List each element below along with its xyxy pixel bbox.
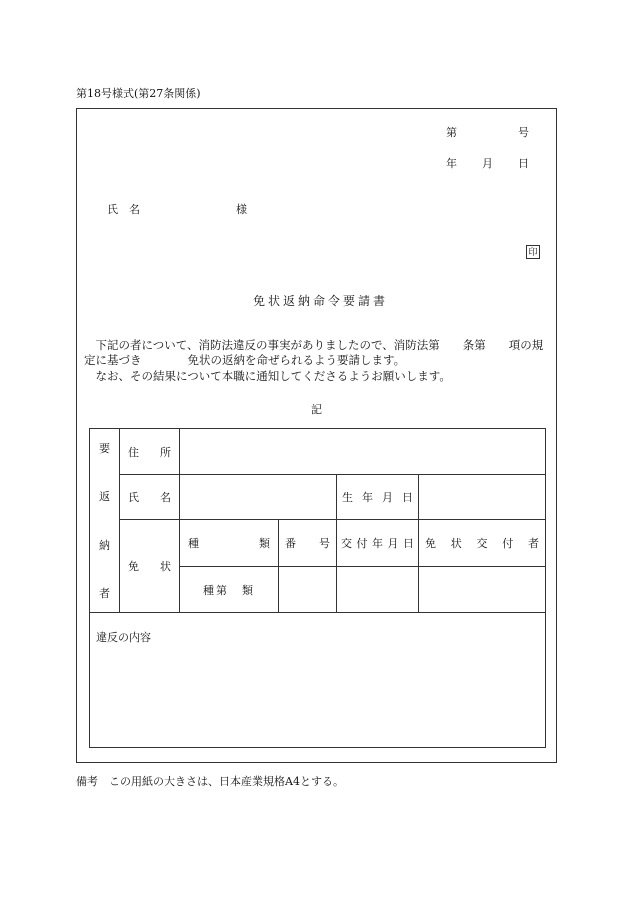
issuer-header-2: 状: [450, 537, 462, 550]
birth-label-cell: [337, 475, 419, 520]
number-value-cell: [279, 567, 337, 613]
issuer-header-cell: [419, 520, 546, 567]
birth-label-4: 日: [402, 491, 413, 504]
form-number-header: 第18号様式(第27条関係): [76, 87, 201, 100]
number-dai: 第: [446, 126, 457, 139]
license-label-1: 免: [128, 560, 139, 573]
vlabel-hen: 返: [99, 490, 110, 504]
kind-header-cell: [180, 520, 279, 567]
birth-value-cell: [419, 475, 546, 520]
issuer-header-5: 者: [528, 537, 539, 550]
issuer-header-3: 交: [476, 537, 488, 550]
date-year: 年: [446, 157, 457, 170]
birth-label-3: 月: [382, 491, 393, 504]
issue-date-header-1: 交: [341, 537, 352, 550]
violation-label: 違反の内容: [96, 631, 151, 644]
issuer-header-4: 付: [502, 537, 514, 550]
license-label-cell: [120, 520, 180, 613]
issue-date-header-5: 日: [403, 537, 414, 550]
vlabel-sha: 者: [99, 587, 110, 601]
birth-label-1: 生: [342, 491, 353, 504]
issue-date-value-cell: [337, 567, 419, 613]
issuer-value-cell: [419, 567, 546, 613]
address-label-2: 所: [160, 445, 171, 459]
number-go: 号: [518, 126, 529, 139]
seal-mark: 印: [526, 245, 540, 259]
body-line-1: 下記の者について、消防法違反の事実がありましたので、消防法第 条第 項の規: [84, 338, 544, 352]
body-line-2: 定に基づき 免状の返納を命ぜられるよう要請します。: [84, 353, 406, 367]
name-label-2: 名: [160, 491, 171, 504]
kind-header-1: 種: [188, 537, 199, 550]
date-day: 日: [518, 157, 529, 170]
name-label-cell: [120, 475, 180, 520]
footnote: 備考 この用紙の大きさは、日本産業規格A4とする。: [76, 775, 344, 788]
violation-content-cell: [90, 613, 546, 748]
number-header-1: 番: [285, 537, 296, 550]
name-label-1: 氏: [128, 491, 139, 504]
date-month: 月: [482, 157, 493, 170]
issue-date-header-3: 年: [372, 537, 383, 550]
issue-date-header-cell: [337, 520, 419, 567]
address-label-1: 住: [128, 445, 139, 459]
document-title: 免状返納命令要請書: [253, 294, 389, 308]
address-label-cell: [120, 429, 180, 475]
number-header-2: 号: [319, 537, 330, 550]
kind-header-2: 類: [259, 537, 270, 550]
body-line-3: なお、その結果について本職に通知してくださるようお願いします。: [84, 369, 451, 383]
issue-date-header-4: 月: [387, 537, 399, 550]
birth-label-2: 年: [362, 491, 373, 504]
addressee-mei: 名: [129, 203, 140, 216]
kind-value: 種第 類: [203, 583, 255, 597]
addressee-sama: 様: [236, 203, 247, 216]
address-value-cell: [180, 429, 546, 475]
name-value-cell: [180, 475, 337, 520]
ki-heading: 記: [311, 403, 322, 416]
vlabel-you: 要: [99, 441, 110, 455]
vertical-label-cell: [90, 429, 120, 613]
request-table: [89, 428, 546, 748]
license-label-2: 状: [160, 560, 171, 573]
issue-date-header-2: 付: [356, 537, 368, 550]
addressee-shi: 氏: [107, 203, 118, 216]
kind-value-cell: [180, 567, 279, 613]
number-header-cell: [279, 520, 337, 567]
issuer-header-1: 免: [425, 537, 436, 550]
vlabel-nou: 納: [99, 538, 110, 552]
